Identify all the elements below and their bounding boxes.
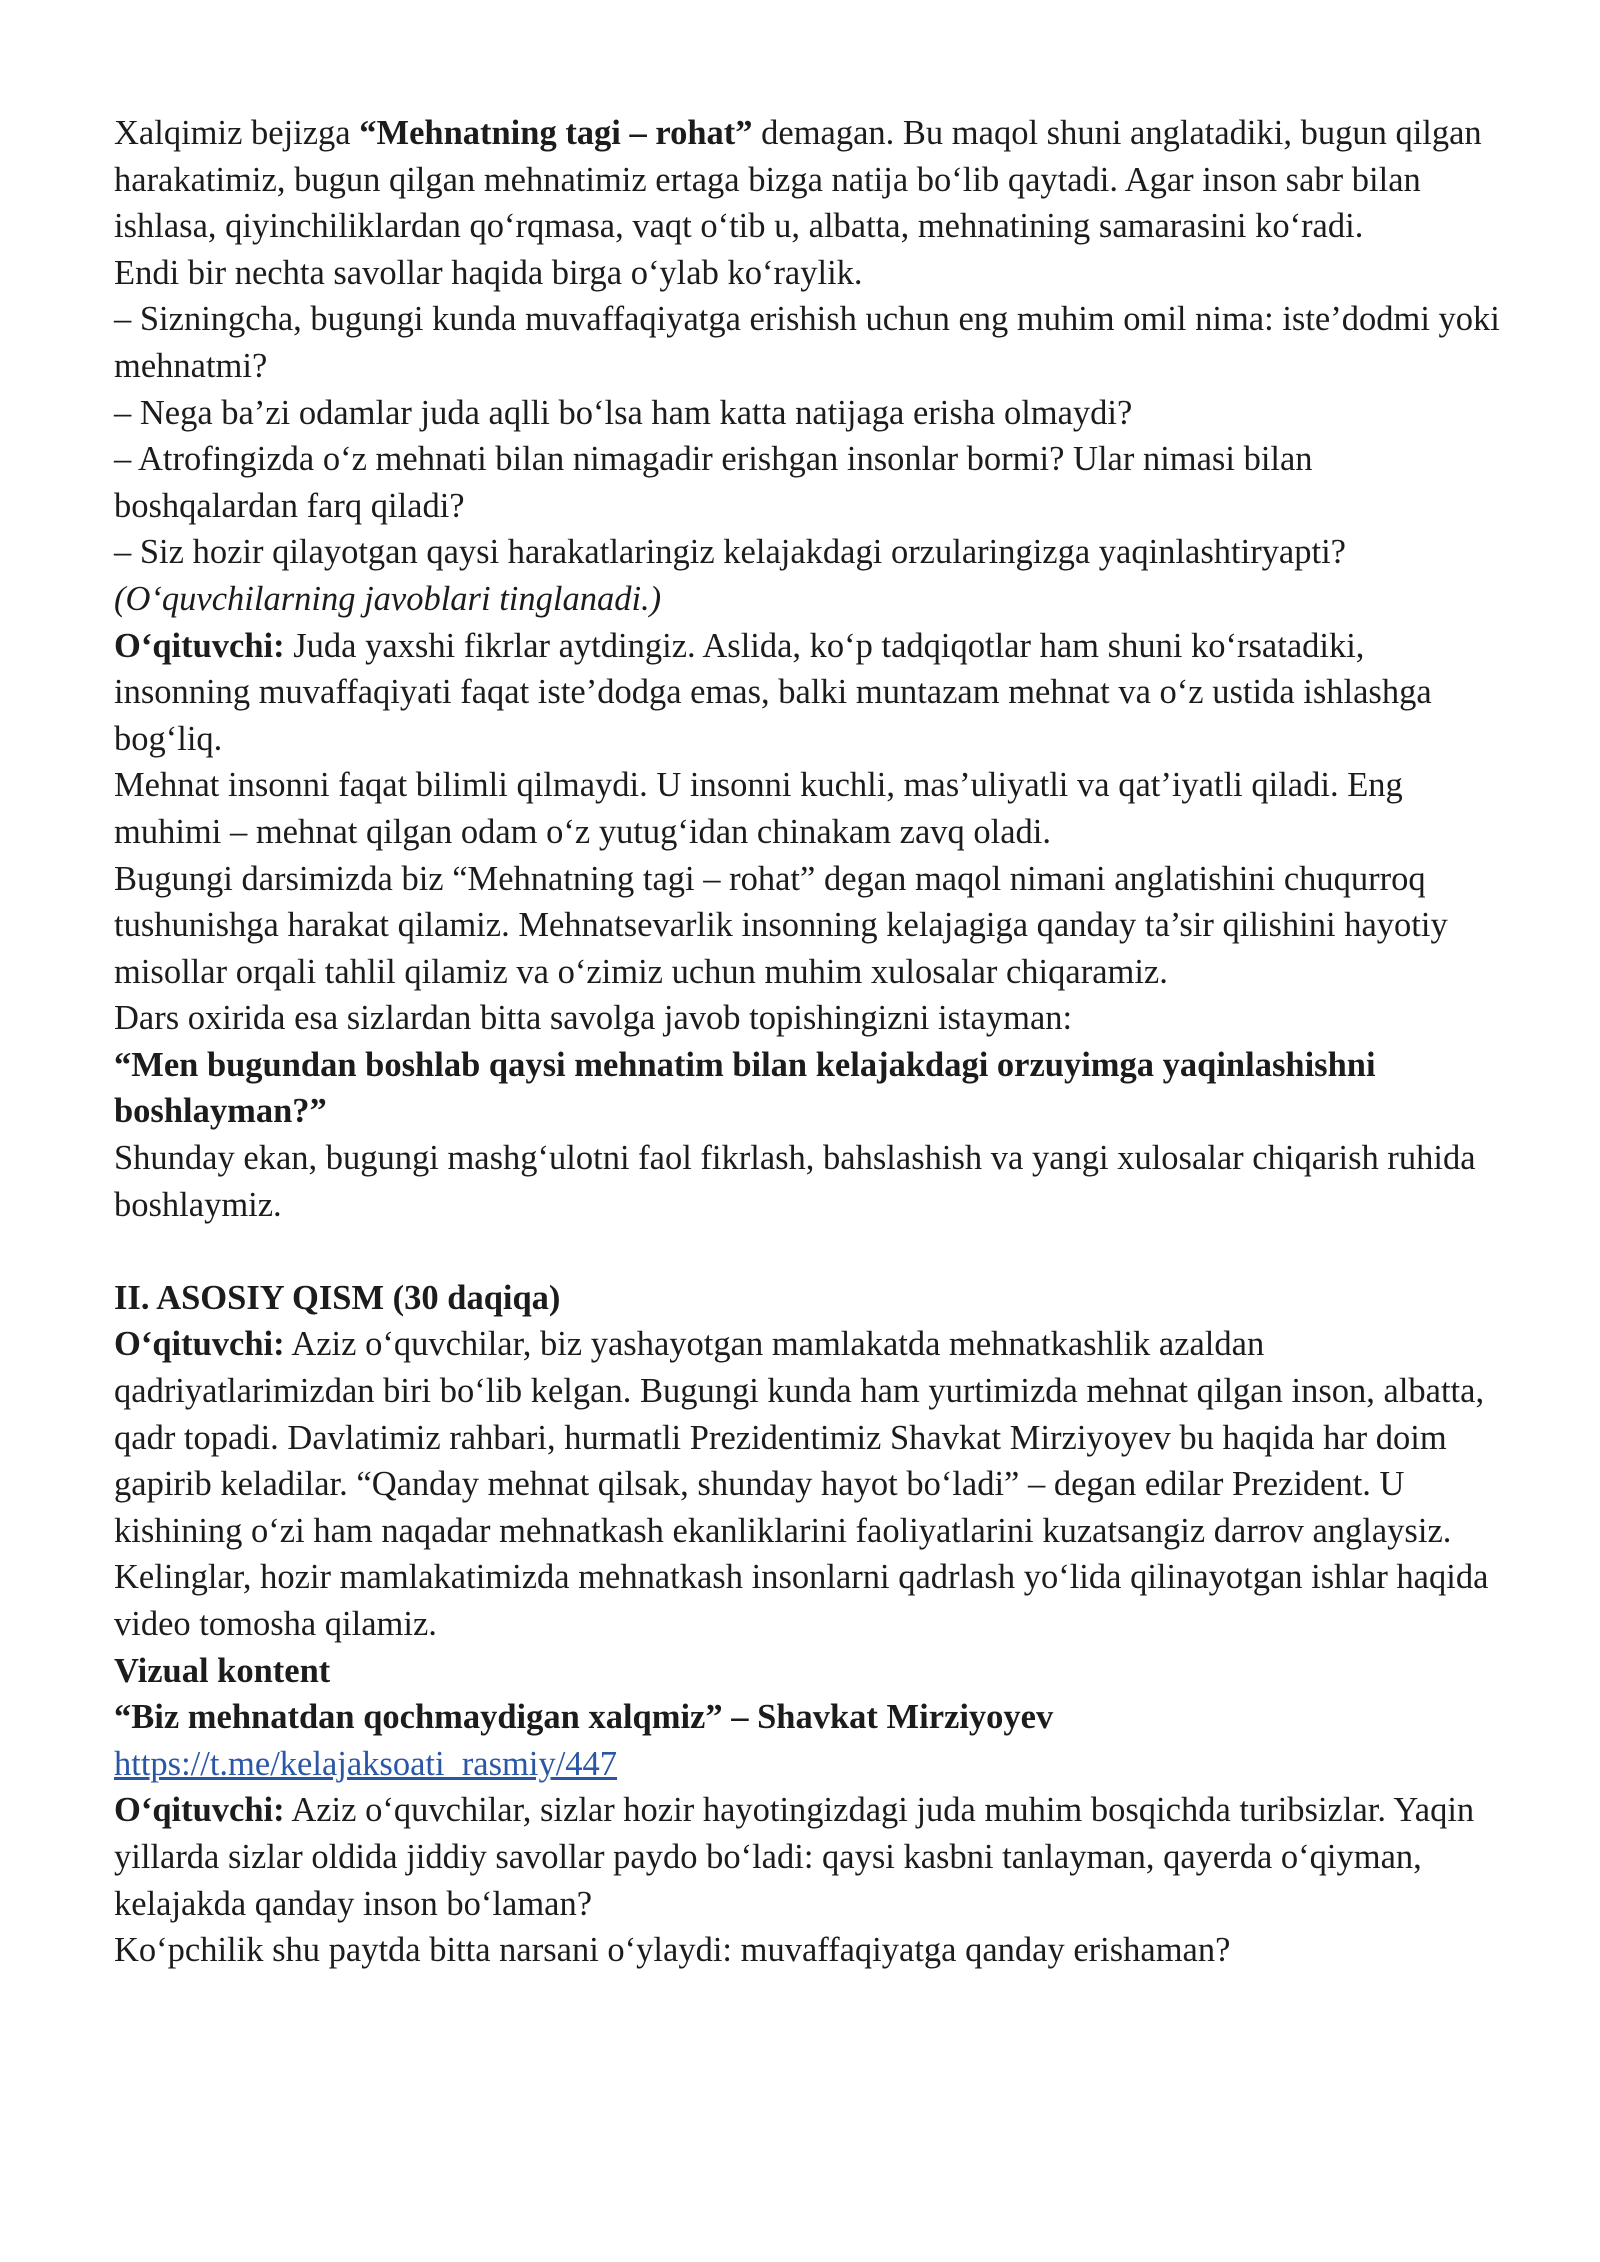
- teacher-label: O‘qituvchi:: [114, 626, 285, 665]
- visual-content-label: Vizual kontent: [114, 1651, 331, 1690]
- question-item: – Sizningcha, bugungi kunda muvaffaqiyatga erishish uchun eng muhim omil nima: iste’dodmi yoki mehnatmi?: [114, 300, 1500, 385]
- teacher-text: Aziz o‘quvchilar, biz yashayotgan mamlakatda mehnatkashlik azaldan qadriyatlarimizdan biri bo‘lib kelgan. Bugungi kunda ham yurtimizda mehnat qilgan inson, albatta, qadr topadi. Davlatimiz rahbari, hurmatli Prezidentimiz Shavkat Mirziyoyev bu haqida har doim gapirib keladilar. “Qanday mehnat qilsak, shunday hayot bo‘ladi” – degan edilar Prezident. U kishining o‘zi ham naqadar mehnatkash ekanliklarini faoliyatlarini kuzatsangiz darrov anglaysiz. Kelinglar, hozir mamlakatimizda mehnatkash insonlarni qadrlash yo‘lida qilinayotgan ishlar haqida video tomosha qilamiz.: [114, 1325, 1489, 1643]
- teacher-label: O‘qituvchi:: [114, 1791, 285, 1830]
- body-paragraph: Bugungi darsimizda biz “Mehnatning tagi – rohat” degan maqol nimani anglatishini chuqurroq tushunishga harakat qilamiz. Mehnatsevarlik insonning kelajagiga qanday ta’sir qilishini hayotiy misollar orqali tahlil qilamiz va o‘zimiz uchun muhim xulosalar chiqaramiz.: [114, 859, 1448, 991]
- link-line: [114, 1741, 1504, 1788]
- body-paragraph: Ko‘pchilik shu paytda bitta narsani o‘ylaydi: muvaffaqiyatga qanday erishaman?: [114, 1931, 1231, 1970]
- teacher-label: O‘qituvchi:: [114, 1325, 285, 1364]
- visual-quote: “Biz mehnatdan qochmaydigan xalqmiz” – Shavkat Mirziyoyev: [114, 1698, 1054, 1737]
- document-page: [114, 110, 1504, 1974]
- teacher-paragraph: [114, 623, 1504, 763]
- video-link[interactable]: https://t.me/kelajaksoati_rasmiy/447: [114, 1744, 618, 1783]
- teacher-text: Aziz o‘quvchilar, sizlar hozir hayotingizdagi juda muhim bosqichda turibsizlar. Yaqin yillarda sizlar oldida jiddiy savollar paydo bo‘ladi: qaysi kasbni tanlayman, qayerda o‘qiyman, kelajakda qanday inson bo‘laman?: [114, 1791, 1475, 1923]
- body-paragraph: Mehnat insonni faqat bilimli qilmaydi. U insonni kuchli, mas’uliyatli va qat’iyatli qiladi. Eng muhimi – mehnat qilgan odam o‘z yutug‘idan chinakam zavq oladi.: [114, 766, 1403, 851]
- blank-line: [114, 1228, 1504, 1275]
- body-paragraph: Shunday ekan, bugungi mashg‘ulotni faol fikrlash, bahslashish va yangi xulosalar chiqarish ruhida boshlaymiz.: [114, 1139, 1476, 1224]
- body-paragraph: Dars oxirida esa sizlardan bitta savolga javob topishingizni istayman:: [114, 999, 1073, 1038]
- questions-intro: Endi bir nechta savollar haqida birga o‘ylab ko‘raylik.: [114, 253, 863, 292]
- stage-note: (O‘quvchilarning javoblari tinglanadi.): [114, 579, 662, 618]
- intro-paragraph: [114, 110, 1504, 250]
- section-heading: II. ASOSIY QISM (30 daqiqa): [114, 1278, 561, 1317]
- question-item: – Atrofingizda o‘z mehnati bilan nimagadir erishgan insonlar bormi? Ular nimasi bilan boshqalardan farq qiladi?: [114, 440, 1313, 525]
- proverb-bold: “Mehnatning tagi – rohat”: [359, 114, 753, 152]
- teacher-text: Juda yaxshi fikrlar aytdingiz. Aslida, ko‘p tadqiqotlar ham shuni ko‘rsatadiki, insonning muvaffaqiyati faqat iste’dodga emas, balki muntazam mehnat va o‘z ustida ishlashga bog‘liq.: [114, 626, 1432, 758]
- question-item: – Nega ba’zi odamlar juda aqlli bo‘lsa ham katta natijaga erisha olmaydi?: [114, 393, 1133, 432]
- intro-text-rest: demagan. Bu maqol shuni anglatadiki, bugun qilgan harakatimiz, bugun qilgan mehnatimiz ertaga bizga natija bo‘lib qaytadi. Agar inson sabr bilan ishlasa, qiyinchiliklardan qo‘rqmasa, vaqt o‘tib u, albatta, mehnatining samarasini ko‘radi.: [114, 114, 1482, 246]
- teacher-paragraph: [114, 1787, 1504, 1927]
- question-item: – Siz hozir qilayotgan qaysi harakatlaringiz kelajakdagi orzularingizga yaqinlashtiryapti?: [114, 533, 1346, 572]
- teacher-paragraph: [114, 1321, 1504, 1647]
- key-question: “Men bugundan boshlab qaysi mehnatim bilan kelajakdagi orzuyimga yaqinlashishni boshlayman?”: [114, 1045, 1376, 1131]
- intro-text: Xalqimiz bejizga: [114, 114, 360, 152]
